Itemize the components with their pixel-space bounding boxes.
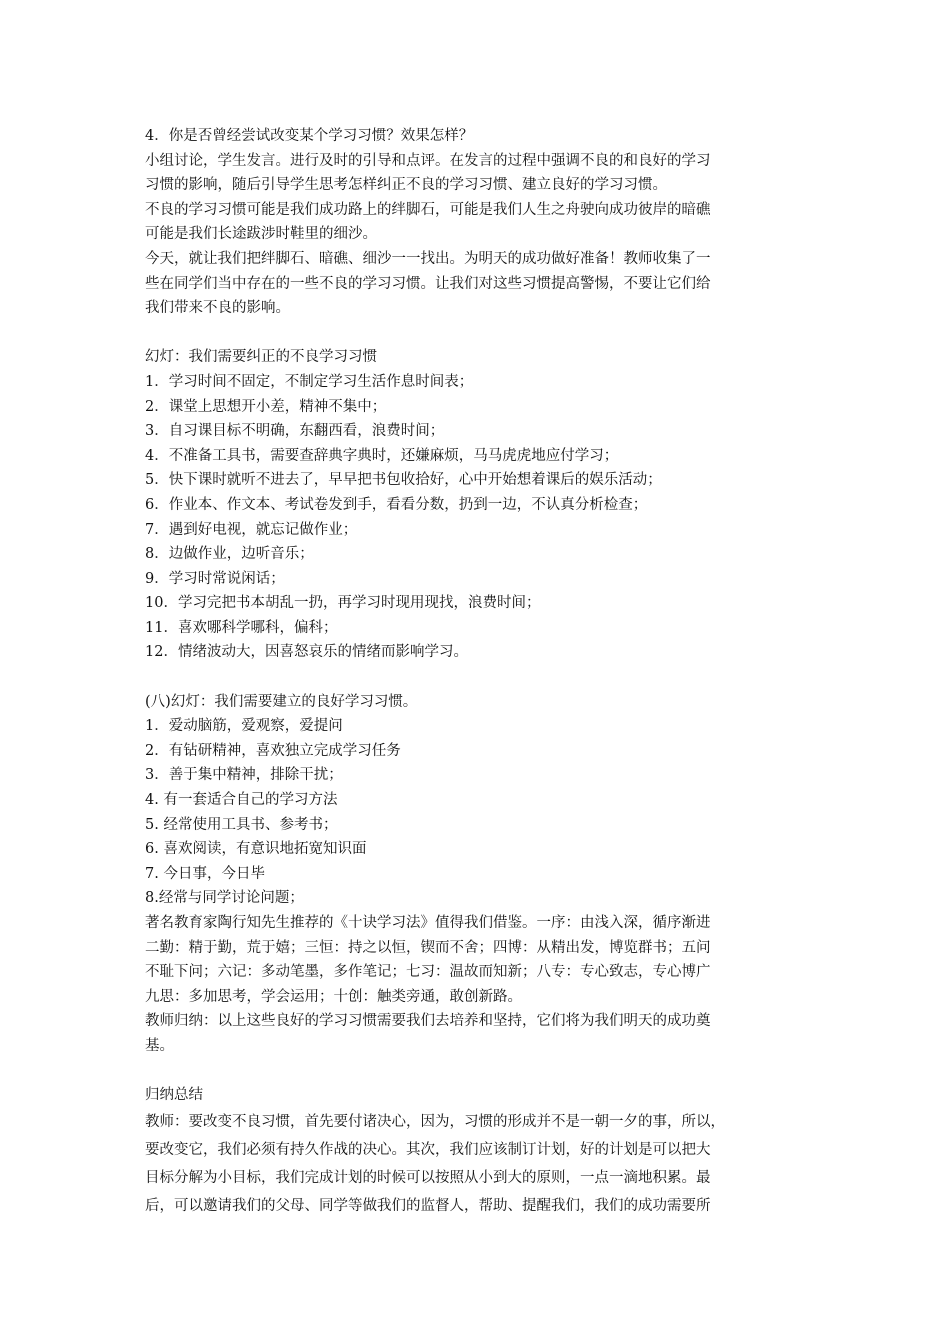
- document-body: [145, 124, 825, 1220]
- good-habits-heading: (八)幻灯：我们需要建立的良好学习习惯。: [145, 693, 418, 710]
- list-item: 2．有钻研精神，喜欢独立完成学习任务: [145, 742, 401, 759]
- list-item: 7. 今日事，今日毕: [145, 865, 265, 882]
- list-item: 11．喜欢哪科学哪科，偏科；: [145, 619, 338, 636]
- blank-line: [145, 1059, 825, 1084]
- paragraph-line: 不良的学习习惯可能是我们成功路上的绊脚石，可能是我们人生之舟驶向成功彼岸的暗礁: [145, 201, 711, 218]
- list-item: 7．遇到好电视，就忘记做作业；: [145, 521, 358, 538]
- paragraph-line: 基。: [145, 1037, 174, 1054]
- list-item: 9．学习时常说闲话；: [145, 570, 285, 587]
- question-heading: 4．你是否曾经尝试改变某个学习习惯？效果怎样？: [145, 128, 474, 144]
- blank-line: [145, 321, 825, 346]
- summary-heading: 归纳总结: [145, 1087, 203, 1104]
- list-item: 5．快下课时就听不进去了，早早把书包收拾好，心中开始想着课后的娱乐活动；: [145, 472, 662, 489]
- paragraph-line: 教师：要改变不良习惯，首先要付诸决心，因为，习惯的形成并不是一朝一夕的事，所以，: [145, 1113, 725, 1130]
- list-item: 5. 经常使用工具书、参考书；: [145, 816, 338, 833]
- paragraph-line: 不耻下问；六记：多动笔墨，多作笔记；七习：温故而知新；八专：专心致志，专心博广: [145, 964, 711, 981]
- list-item: 6. 喜欢阅读，有意识地拓宽知识面: [145, 841, 367, 858]
- list-item: 1．学习时间不固定，不制定学习生活作息时间表；: [145, 373, 474, 390]
- paragraph-line: 要改变它，我们必须有持久作战的决心。其次，我们应该制订计划，好的计划是可以把大: [145, 1141, 711, 1158]
- paragraph-line: 习惯的影响，随后引导学生思考怎样纠正不良的学习习惯、建立良好的学习习惯。: [145, 177, 667, 194]
- list-item: 8.经常与同学讨论问题；: [145, 890, 304, 907]
- paragraph-line: 些在同学们当中存在的一些不良的学习习惯。让我们对这些习惯提高警惕，不要让它们给: [145, 275, 711, 292]
- paragraph-line: 二勤：精于勤，荒于嬉；三恒：持之以恒，锲而不舍；四博：从精出发，博览群书；五问: [145, 939, 711, 956]
- paragraph-line: 著名教育家陶行知先生推荐的《十诀学习法》值得我们借鉴。一序：由浅入深，循序渐进: [145, 915, 711, 931]
- list-item: 6．作业本、作文本、考试卷发到手，看看分数，扔到一边，不认真分析检查；: [145, 496, 648, 513]
- paragraph-line: 可能是我们长途跋涉时鞋里的细沙。: [145, 226, 377, 243]
- paragraph-line: 小组讨论，学生发言。进行及时的引导和点评。在发言的过程中强调不良的和良好的学习: [145, 152, 711, 169]
- list-item: 3．自习课目标不明确，东翻西看，浪费时间；: [145, 423, 445, 440]
- bad-habits-heading: 幻灯：我们需要纠正的不良学习习惯: [145, 349, 377, 366]
- paragraph-line: 今天，就让我们把绊脚石、暗礁、细沙一一找出。为明天的成功做好准备！教师收集了一: [145, 250, 711, 267]
- paragraph-line: 教师归纳：以上这些良好的学习习惯需要我们去培养和坚持，它们将为我们明天的成功奠: [145, 1013, 711, 1030]
- list-item: 2．课堂上思想开小差，精神不集中；: [145, 398, 387, 415]
- blank-line: [145, 665, 825, 690]
- paragraph-line: 我们带来不良的影响。: [145, 300, 290, 317]
- paragraph-line: 九思：多加思考，学会运用；十创：触类旁通，敢创新路。: [145, 988, 522, 1005]
- list-item: 8．边做作业，边听音乐；: [145, 546, 314, 563]
- list-item: 3．善于集中精神，排除干扰；: [145, 767, 343, 784]
- list-item: 4. 有一套适合自己的学习方法: [145, 792, 338, 809]
- list-item: 10．学习完把书本胡乱一扔，再学习时现用现找，浪费时间；: [145, 595, 541, 612]
- paragraph-line: 目标分解为小目标，我们完成计划的时候可以按照从小到大的原则，一点一滴地积累。最: [145, 1169, 711, 1186]
- list-item: 12．情绪波动大，因喜怒哀乐的情绪而影响学习。: [145, 644, 468, 661]
- list-item: 1．爱动脑筋，爱观察，爱提问: [145, 718, 343, 735]
- list-item: 4．不准备工具书，需要查辞典字典时，还嫌麻烦，马马虎虎地应付学习；: [145, 447, 619, 464]
- paragraph-line: 后，可以邀请我们的父母、同学等做我们的监督人，帮助、提醒我们，我们的成功需要所: [145, 1197, 711, 1214]
